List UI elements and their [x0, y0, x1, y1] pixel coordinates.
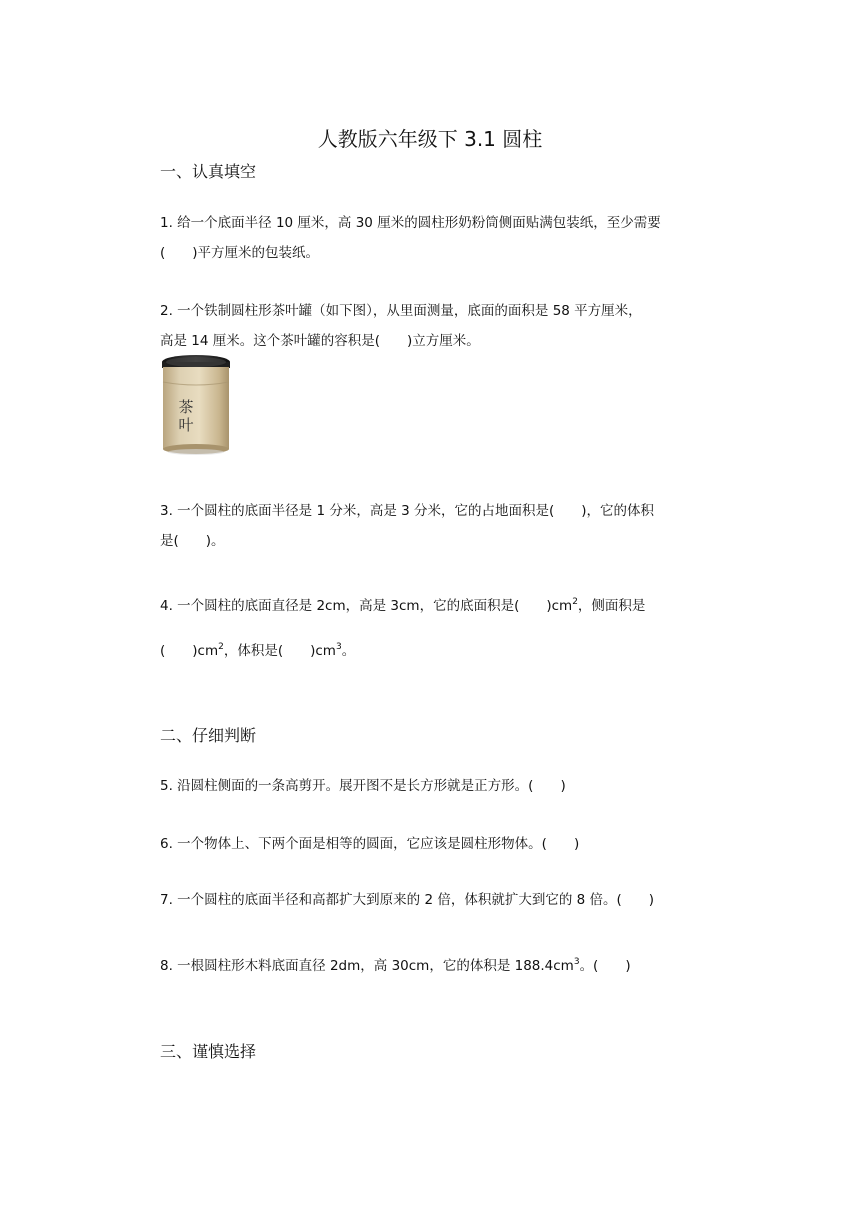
question-4-line-2	[160, 632, 720, 666]
can-label-top: 茶	[178, 398, 194, 416]
section-choice: 三、谨慎选择	[160, 1042, 257, 1061]
question-4-text-d: ，体积是( )cm	[223, 643, 336, 659]
question-1-line-1: 1. 给一个底面半径 10 厘米，高 30 厘米的圆柱形奶粉筒侧面贴满包装纸，至少需要	[160, 215, 661, 231]
section-fill-in: 一、认真填空	[160, 162, 257, 181]
question-4-line-1	[160, 587, 720, 621]
question-4-text-c: ( )cm	[160, 643, 219, 659]
question-2-line-1: 2. 一个铁制圆柱形茶叶罐（如下图），从里面测量，底面的面积是 58 平方厘米，	[160, 303, 642, 319]
question-3-line-2: 是( )。	[160, 533, 225, 549]
question-4-text-e: 。	[341, 643, 356, 659]
question-8-text-a: 8. 一根圆柱形木料底面直径 2dm，高 30cm，它的体积是 188.4cm	[160, 958, 574, 974]
question-7: 7. 一个圆柱的底面半径和高都扩大到原来的 2 倍，体积就扩大到它的 8 倍。( )	[160, 892, 655, 908]
superscript-2: 2	[572, 597, 578, 607]
question-2-line-2: 高是 14 厘米。这个茶叶罐的容积是( )立方厘米。	[160, 333, 480, 349]
question-3-line-1: 3. 一个圆柱的底面半径是 1 分米，高是 3 分米，它的占地面积是( )，它的体积	[160, 503, 655, 519]
superscript-2: 2	[218, 642, 224, 652]
question-8	[160, 947, 720, 981]
question-4-text-b: ，侧面积是	[577, 598, 646, 614]
tea-can-image	[156, 352, 236, 456]
superscript-3: 3	[335, 642, 342, 652]
question-5: 5. 沿圆柱侧面的一条高剪开。展开图不是长方形就是正方形。( )	[160, 778, 566, 794]
question-6: 6. 一个物体上、下两个面是相等的圆面，它应该是圆柱形物体。( )	[160, 836, 580, 852]
question-4-text-a: 4. 一个圆柱的底面直径是 2cm，高是 3cm，它的底面积是( )cm	[160, 598, 573, 614]
page-title: 人教版六年级下 3.1 圆柱	[317, 127, 543, 151]
section-judge: 二、仔细判断	[160, 726, 257, 745]
question-8-text-b: 。( )	[579, 958, 631, 974]
superscript-3: 3	[573, 957, 580, 967]
can-label-bottom: 叶	[178, 416, 194, 434]
question-1-line-2: ( )平方厘米的包装纸。	[160, 245, 320, 261]
